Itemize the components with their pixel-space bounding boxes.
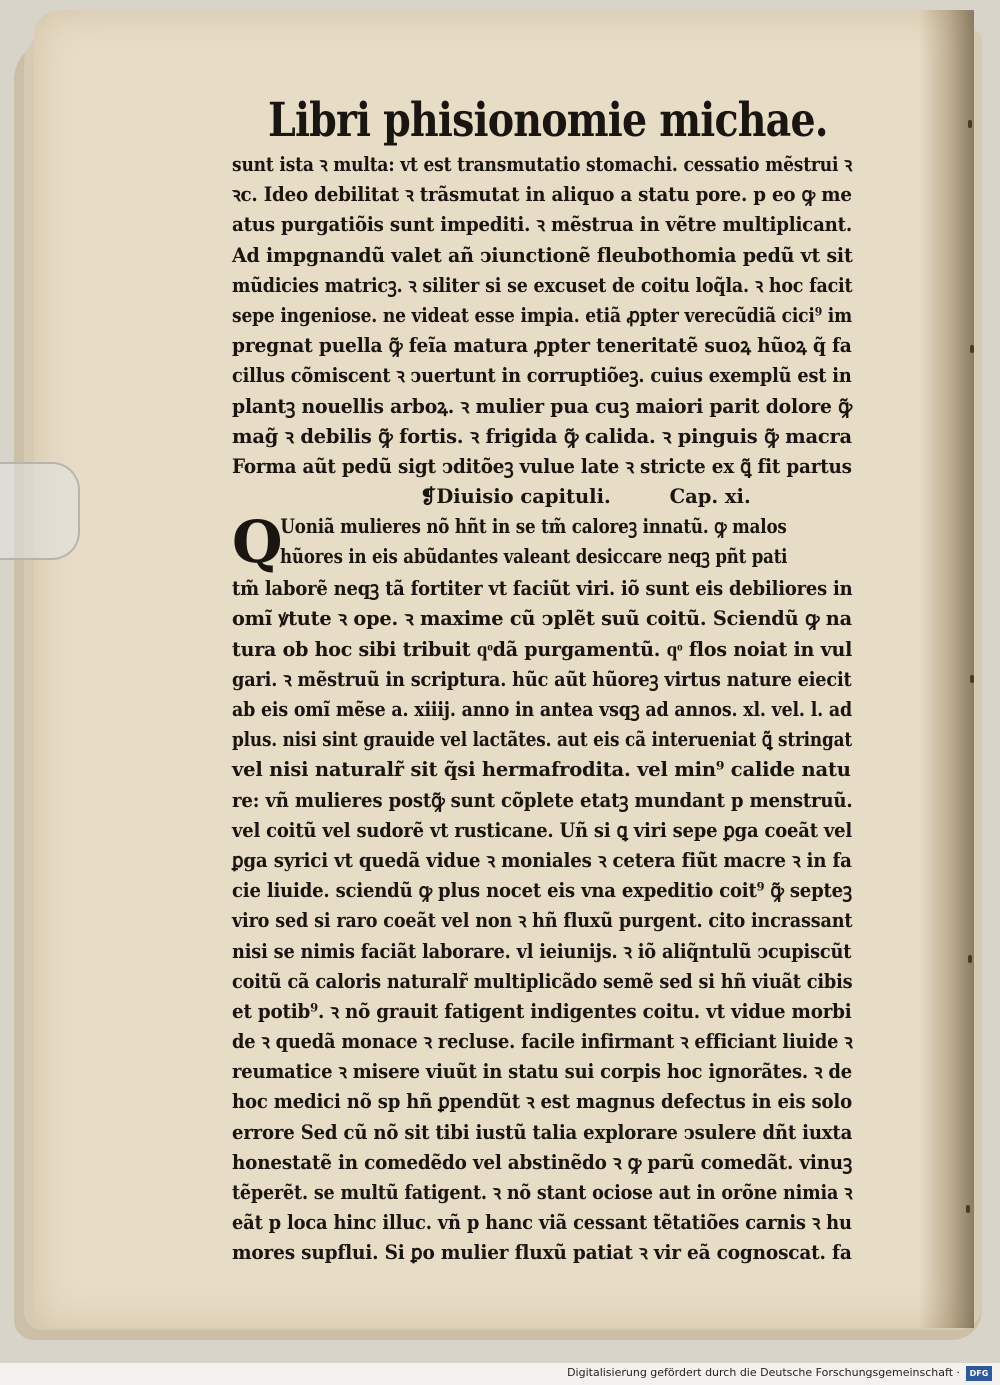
- text-line: honestatẽ in comedẽdo vel abstinẽdo ꝛ ꝙ parũ comedãt. vinuꝫ: [232, 1150, 853, 1174]
- text-line: nisi se nimis faciãt laborare. vl ieiunijs. ꝛ iõ aliq̃ntulũ ↄcupiscũt: [232, 939, 852, 963]
- division-heading: ❡Diuisio capituli.: [420, 485, 611, 509]
- binding-hole: [966, 1205, 970, 1213]
- text-line: coitũ cã caloris naturalr̃ multiplicãdo semẽ sed si hñ viuãt cibis: [232, 969, 853, 993]
- text-lines-dropcap: [232, 508, 852, 577]
- text-line: hũores in eis abũdantes valeant desiccare neqꝫ pñt pati: [280, 545, 788, 569]
- text-line: plus. nisi sint grauide vel lactãtes. aut eis cã interueniat ꝗ̃ stringat: [232, 728, 853, 752]
- text-line: errore Sed cũ nõ sit tibi iustũ talia explorare ↄsulere dñt iuxta: [232, 1120, 853, 1144]
- dfg-logo: DFG: [966, 1366, 992, 1381]
- footer-bar: [0, 1363, 1000, 1385]
- text-line: mores supflui. Si ꝑo mulier fluxũ patiat ꝛ vir eã cognoscat. fa: [232, 1241, 852, 1265]
- text-line: Uoniã mulieres nõ hñt in se tm̃ caloreꝫ innatũ. ꝙ malos: [280, 515, 787, 539]
- text-line: Ad impgnandũ valet añ ↄiunctionẽ fleubothomia pedũ vt sit: [232, 243, 853, 267]
- text-line: plantꝫ nouellis arboꝝ. ꝛ mulier pua cuꝫ maiori parit dolore ꝙ̃: [232, 394, 852, 418]
- text-line: pregnat puella ꝙ̃ feĩa matura ꝓpter teneritatẽ suoꝝ hũoꝝ q̃ fa: [232, 334, 852, 358]
- dropcap-block: [232, 508, 852, 577]
- text-line: de ꝛ quedã monace ꝛ recluse. facile infirmant ꝛ efficiant liuide ꝛ: [232, 1030, 853, 1054]
- text-lines-before: [232, 150, 852, 482]
- text-line: gari. ꝛ mẽstruũ in scriptura. hũc aũt hũoreꝫ virtus nature eiecit: [232, 667, 852, 691]
- text-line: tẽperẽt. se multũ fatigent. ꝛ nõ stant ociose aut in orõne nimia ꝛ: [232, 1181, 853, 1204]
- text-line: vel nisi naturalr̃ sit q̃si hermafrodita. vel min⁹ calide natu: [232, 758, 851, 782]
- binding-hole: [970, 345, 974, 353]
- text-line: eãt p loca hinc illuc. vñ p hanc viã cessant tẽtatiões carnis ꝛ hu: [232, 1211, 852, 1235]
- footer-credit: Digitalisierung gefördert durch die Deutsche Forschungsgemeinschaft ·: [567, 1366, 960, 1379]
- text-line: ꝛc. Ideo debilitat ꝛ trãsmutat in aliquo a statu pore. p eo ꝙ me: [232, 183, 852, 207]
- text-line: ꝑga syrici vt quedã vidue ꝛ moniales ꝛ cetera fiũt macre ꝛ in fa: [232, 848, 852, 872]
- binding-hole: [968, 955, 972, 963]
- text-lines-after: [232, 574, 852, 1268]
- chapter-heading: [232, 482, 852, 512]
- page-gutter-shadow: [919, 10, 974, 1328]
- text-line: cie liuide. sciendũ ꝙ plus nocet eis vna expeditio coit⁹ ꝙ̃ septeꝫ: [232, 879, 852, 903]
- binding-hole: [970, 675, 974, 683]
- text-line: hoc medici nõ sp hñ ꝑpendũt ꝛ est magnus defectus in eis solo: [232, 1090, 852, 1114]
- dropcap-initial: Q: [232, 508, 283, 577]
- text-line: tura ob hoc sibi tribuit qͦdã purgamentũ. qͦ flos noiat in vul: [232, 637, 853, 661]
- text-line: viro sed si raro coeãt vel non ꝛ hñ fluxũ purgent. cito incrassant: [232, 909, 853, 933]
- running-title: Libri phisionomie michae.: [268, 93, 828, 148]
- page-clip: [0, 462, 80, 560]
- text-line: mag̃ ꝛ debilis ꝙ̃ fortis. ꝛ frigida ꝙ̃ calida. ꝛ pinguis ꝙ̃ macra: [232, 424, 852, 448]
- text-line: sepe ingeniose. ne videat esse impia. etiã ꝓpter verecũdiã cici⁹ im: [232, 303, 853, 327]
- binding-hole: [968, 120, 972, 128]
- text-line: ab eis omĩ mẽse a. xiiij. anno in antea vsqꝫ ad annos. xl. vel. l. ad: [232, 698, 853, 721]
- text-line: cillus cõmiscent ꝛ ↄuertunt in corruptiõeꝫ. cuius exemplũ est in: [232, 364, 852, 388]
- chapter-label: Cap. xi.: [669, 485, 751, 509]
- text-line: Forma aũt pedũ sigt ↄditõeꝫ vulue late ꝛ stricte ex ꝗ̃ fit partus: [232, 454, 852, 478]
- text-line: et potib⁹. ꝛ nõ grauit fatigent indigentes coitu. vt vidue morbi: [232, 999, 852, 1023]
- text-line: sunt ista ꝛ multa: vt est transmutatio stomachi. cessatio mẽstrui ꝛ: [232, 153, 853, 176]
- text-line: reumatice ꝛ misere viuũt in statu sui corpis hoc ignorãtes. ꝛ de: [232, 1060, 853, 1084]
- text-line: re: vñ mulieres postꝙ̃ sunt cõplete etatꝫ mundant p menstruũ.: [232, 788, 853, 812]
- text-line: atus purgatiõis sunt impediti. ꝛ mẽstrua in vẽtre multiplicant.: [232, 213, 853, 237]
- text-line: mũdicies matricꝫ. ꝛ siliter si se excuset de coitu loq̃la. ꝛ hoc facit: [232, 273, 853, 297]
- text-line: tm̃ laborẽ neqꝫ tã fortiter vt faciũt viri. iõ sunt eis debiliores in: [232, 577, 853, 601]
- text-line: vel coitũ vel sudorẽ vt rusticane. Uñ si ꝗ viri sepe ꝑga coeãt vel: [232, 818, 852, 842]
- text-line: omĩ ꝟtute ꝛ ope. ꝛ maxime cũ ↄplẽt suũ coitũ. Sciendũ ꝙ na: [232, 607, 852, 631]
- page-text: [232, 92, 852, 1269]
